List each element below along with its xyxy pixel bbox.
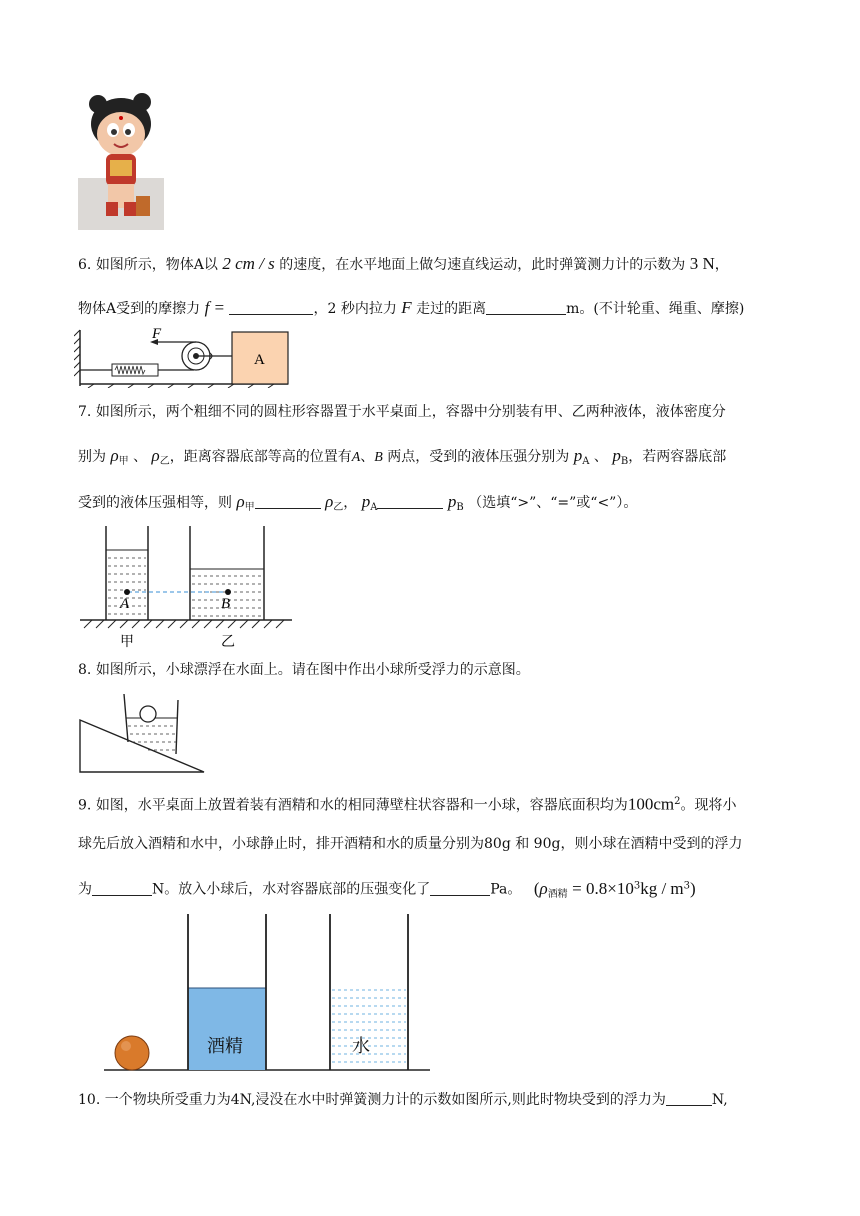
q7-fig-label-jia: 甲: [120, 635, 134, 650]
q6-blank-distance[interactable]: [486, 300, 566, 315]
q7-line2: 别为 $\rho_甲$ 、 $\rho_乙$，距离容器底部等高的位置有A、B 两点，受到的液体压强分别为 $p_A$ 、 $p_B$，若两容器底部: [78, 446, 727, 467]
q7-blank-density[interactable]: [255, 494, 321, 509]
q9-blank-pressure-change[interactable]: [430, 881, 490, 896]
q9-fig-label-water: 水: [352, 1036, 370, 1056]
q7-fig-label-B: B: [221, 596, 231, 612]
q6-line2: 物体A受到的摩擦力 f = ，2 秒内拉力 F 走过的距离 m。(不计轮重、绳重、摩擦): [78, 298, 745, 317]
q6-speed: 2 cm / s: [222, 254, 275, 273]
q9-line2: 球先后放入酒精和水中，小球静止时，排开酒精和水的质量分别为80g 和 90g，则小球在酒精中受到的浮力: [78, 836, 743, 852]
q6-blank-friction[interactable]: [229, 300, 313, 315]
q10-line: 10. 一个物块所受重力为4N,浸没在水中时弹簧测力计的示数如图所示,则此时物块受到的浮力为 N,: [78, 1092, 728, 1108]
q7-line1: 7. 如图所示，两个粗细不同的圆柱形容器置于水平桌面上，容器中分别装有甲、乙两种液体，液体密度分: [78, 404, 726, 420]
q9-containers-diagram: [104, 912, 434, 1074]
q9-fig-label-alcohol: 酒精: [207, 1036, 243, 1056]
q8-ball: [140, 706, 156, 722]
q6-fig-A-label: A: [254, 352, 265, 368]
q9-line3: 为 N。放入小球后，水对容器底部的压强变化了 Pa。 $(\rho_{酒精} = 0.8\times 10^3kg / m^3)$: [78, 878, 696, 900]
q7-fig-label-A: A: [120, 596, 130, 612]
q8-line: 8. 如图所示，小球漂浮在水面上。请在图中作出小球所受浮力的示意图。: [78, 662, 530, 678]
q9-density-formula: $(\rho_{酒精} = 0.8\times 10^3kg / m^3)$: [533, 878, 696, 900]
q6-line1: 6. 如图所示，物体A以 2 cm / s 的速度，在水平地面上做匀速直线运动，此时弹簧测力计的示数为 3 N，: [78, 254, 729, 273]
q7-line3: 受到的液体压强相等，则 $\rho_甲$ $\rho_乙$， $p_A$ $p_B$ （选填“>”、“=”或“<”）。: [78, 492, 638, 513]
q6-f-eq: f =: [204, 298, 226, 317]
q6-fig-F-label: F: [152, 326, 162, 342]
q9-blank-buoyancy[interactable]: [92, 881, 152, 896]
q6-force-value: 3 N: [689, 254, 715, 273]
q9-line1: 9. 如图，水平桌面上放置着装有酒精和水的相同薄壁柱状容器和一小球，容器底面积均为$100cm^2$。现将小: [78, 794, 737, 814]
q6-pulley-diagram: [74, 326, 294, 388]
q7-fig-label-yi: 乙: [221, 635, 235, 650]
q8-incline-diagram: [78, 690, 208, 776]
q7-blank-pressure[interactable]: [377, 494, 443, 509]
toy-figure-image: [78, 90, 164, 230]
q7-containers-diagram: [80, 524, 296, 652]
q10-blank-buoyancy[interactable]: [666, 1091, 712, 1106]
